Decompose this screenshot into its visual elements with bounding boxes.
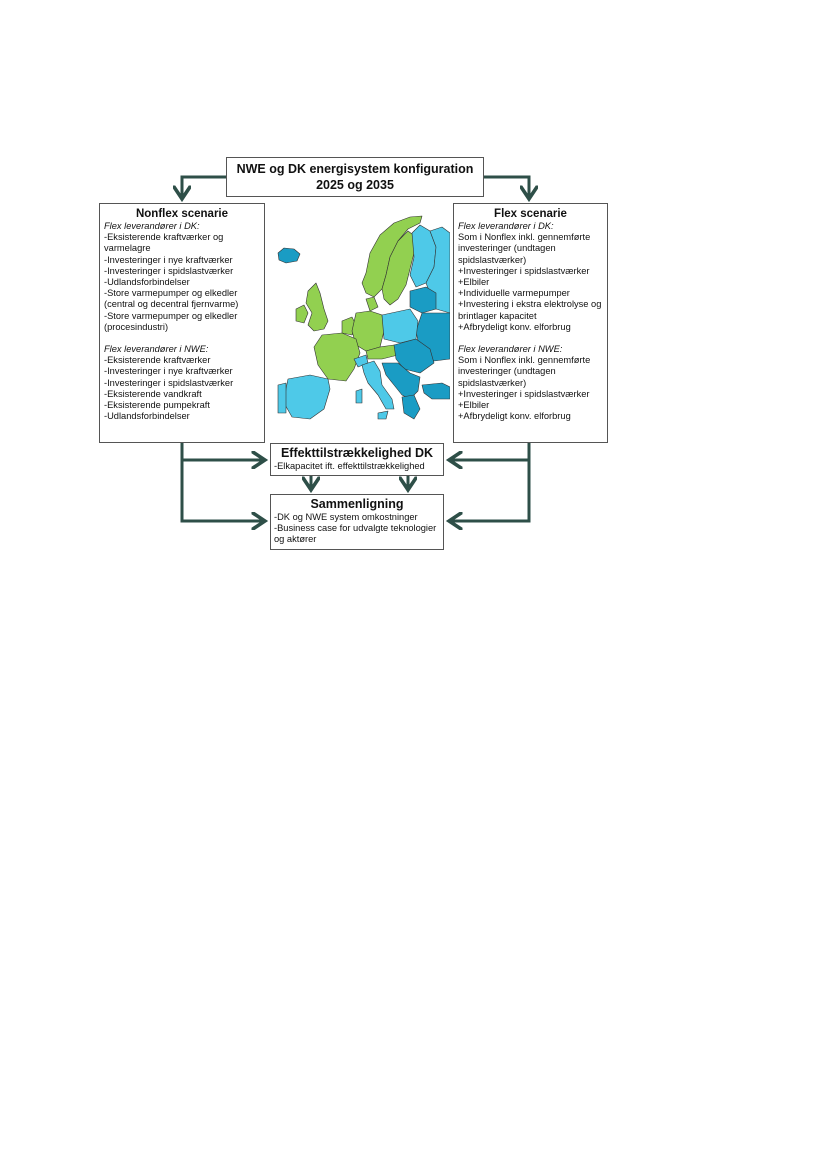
flex-nwe-item: +Afbrydeligt konv. elforbrug (458, 411, 571, 422)
comparison-item: -Business case for udvalgte teknologier og aktører (274, 523, 437, 545)
map-baltics (410, 287, 436, 313)
comparison-item: -DK og NWE system omkostninger (274, 512, 418, 522)
nonflex-nwe-item: -Eksisterende vandkraft (104, 388, 202, 399)
nonflex-nwe-item: -Investeringer i nye kraftværker (104, 366, 233, 377)
flex-nwe-item: +Elbiler (458, 400, 490, 411)
flex-dk-heading: Flex leverandører i DK: (458, 221, 554, 231)
system-configuration-box (226, 157, 484, 197)
nonflex-dk-item: -Store varmepumper og elkedler (procesindustri) (104, 310, 238, 332)
comparison-box (270, 494, 444, 550)
map-ireland (296, 305, 308, 323)
map-sardinia (356, 389, 362, 403)
arrow-flex-to-comparison (450, 460, 529, 521)
arrow-nonflex-to-comparison (182, 460, 264, 521)
arrow-flex-to-effekt (450, 443, 529, 460)
map-turkey-edge (422, 383, 450, 399)
arrow-title-to-nonflex (182, 177, 226, 198)
effekt-item: -Elkapacitet ift. effekttilstrækkelighed (274, 461, 425, 471)
flex-dk-item: +Afbrydeligt konv. elforbrug (458, 321, 571, 332)
nonflex-dk-heading: Flex leverandører i DK: (104, 221, 200, 231)
flex-dk-item: +Elbiler (458, 277, 490, 288)
flex-dk-item: +Investeringer i spidslastværker (458, 265, 590, 276)
flex-title: Flex scenarie (494, 208, 567, 220)
flex-dk-item: Som i Nonflex inkl. gennemførte investeringer (undtagen spidslastværker) (458, 232, 591, 265)
map-portugal (278, 383, 286, 413)
nonflex-nwe-item: -Eksisterende pumpekraft (104, 400, 210, 411)
effekt-title: Effekttilstrækkelighed DK (280, 446, 434, 460)
map-greece (402, 395, 420, 419)
flex-dk-item: +Investering i ekstra elektrolyse og brintlager kapacitet (458, 299, 602, 321)
map-spain (284, 375, 330, 419)
nonflex-nwe-heading: Flex leverandører i NWE: (104, 344, 209, 355)
title-line-1: NWE og DK energisystem konfiguration (236, 162, 474, 176)
europe-map (270, 213, 450, 441)
nonflex-dk-item: -Investeringer i spidslastværker (104, 265, 234, 276)
map-poland (382, 309, 418, 343)
nonflex-nwe-item: -Udlandsforbindelser (104, 411, 190, 422)
title-line-2: 2025 og 2035 (316, 178, 394, 192)
effekt-box (270, 443, 444, 476)
flex-scenario-box (453, 203, 608, 443)
map-iceland (278, 248, 300, 263)
map-sicily (378, 411, 388, 419)
flex-dk-item: +Individuelle varmepumper (458, 288, 570, 299)
flex-nwe-item: Som i Nonflex inkl. gennemførte investeringer (undtagen spidslastværker) (458, 355, 591, 388)
nonflex-nwe-item: -Investeringer i spidslastværker (104, 377, 234, 388)
flex-nwe-item: +Investeringer i spidslastværker (458, 388, 590, 399)
map-france (314, 333, 360, 381)
nonflex-dk-item: -Eksisterende kraftværker og varmelagre (104, 232, 224, 254)
nonflex-nwe-item: -Eksisterende kraftværker (104, 355, 211, 366)
comparison-title: Sammenligning (310, 497, 404, 511)
map-denmark (366, 297, 378, 311)
map-uk (306, 283, 328, 331)
flex-nwe-heading: Flex leverandører i NWE: (458, 344, 563, 355)
nonflex-dk-item: -Investeringer i nye kraftværker (104, 254, 233, 265)
nonflex-scenario-box (99, 203, 265, 443)
arrow-title-to-flex (484, 177, 529, 198)
nonflex-dk-item: -Store varmepumper og elkedler (central og decentral fjernvarme) (104, 288, 239, 310)
nonflex-dk-item: -Udlandsforbindelser (104, 277, 190, 288)
arrow-nonflex-to-effekt (182, 443, 264, 460)
nonflex-title: Nonflex scenarie (135, 208, 229, 220)
